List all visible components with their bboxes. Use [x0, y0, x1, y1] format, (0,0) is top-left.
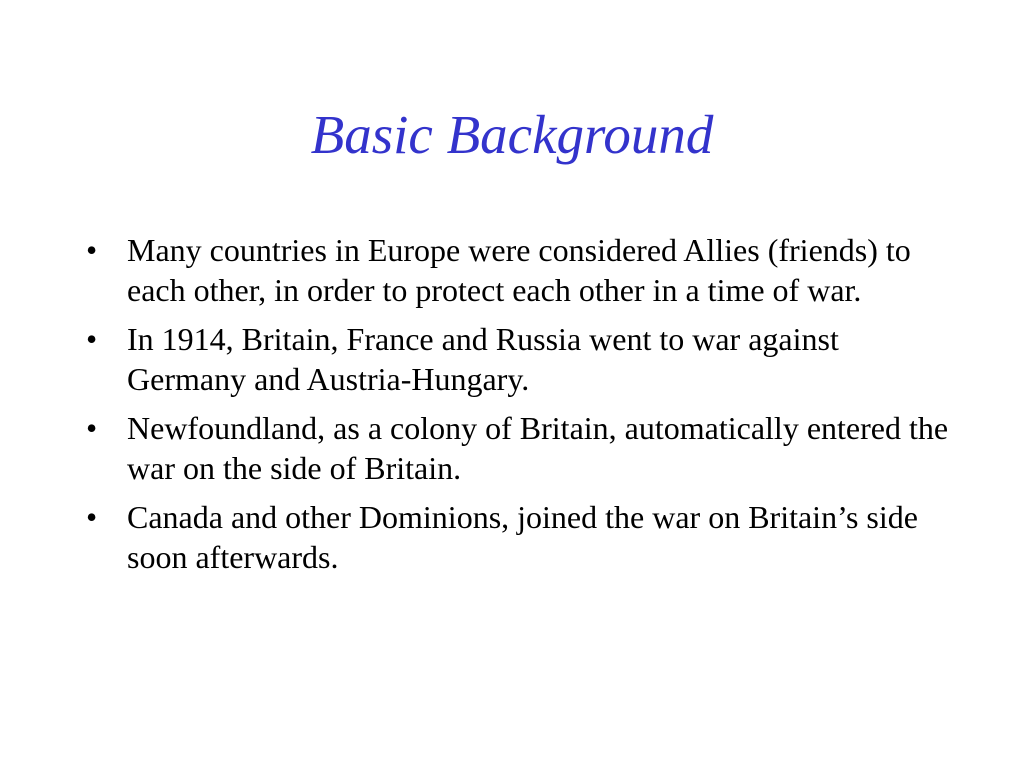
list-item [82, 319, 952, 399]
bullet-text: Newfoundland, as a colony of Britain, automatically entered the war on the side of Britain. [127, 410, 949, 486]
bullet-icon: • [86, 232, 98, 268]
list-item [82, 408, 952, 488]
bullet-list [82, 230, 952, 586]
bullet-icon: • [86, 499, 98, 535]
bullet-icon: • [86, 321, 98, 357]
list-item [82, 230, 952, 310]
bullet-text: Canada and other Dominions, joined the war on Britain’s side soon afterwards. [127, 499, 918, 575]
bullet-text: Many countries in Europe were considered Allies (friends) to each other, in order to protect each other in a time of war. [127, 232, 911, 308]
slide-title: Basic Background [310, 104, 714, 165]
list-item [82, 497, 952, 577]
bullet-icon: • [86, 410, 98, 446]
bullet-text: In 1914, Britain, France and Russia went to war against Germany and Austria-Hungary. [127, 321, 839, 397]
